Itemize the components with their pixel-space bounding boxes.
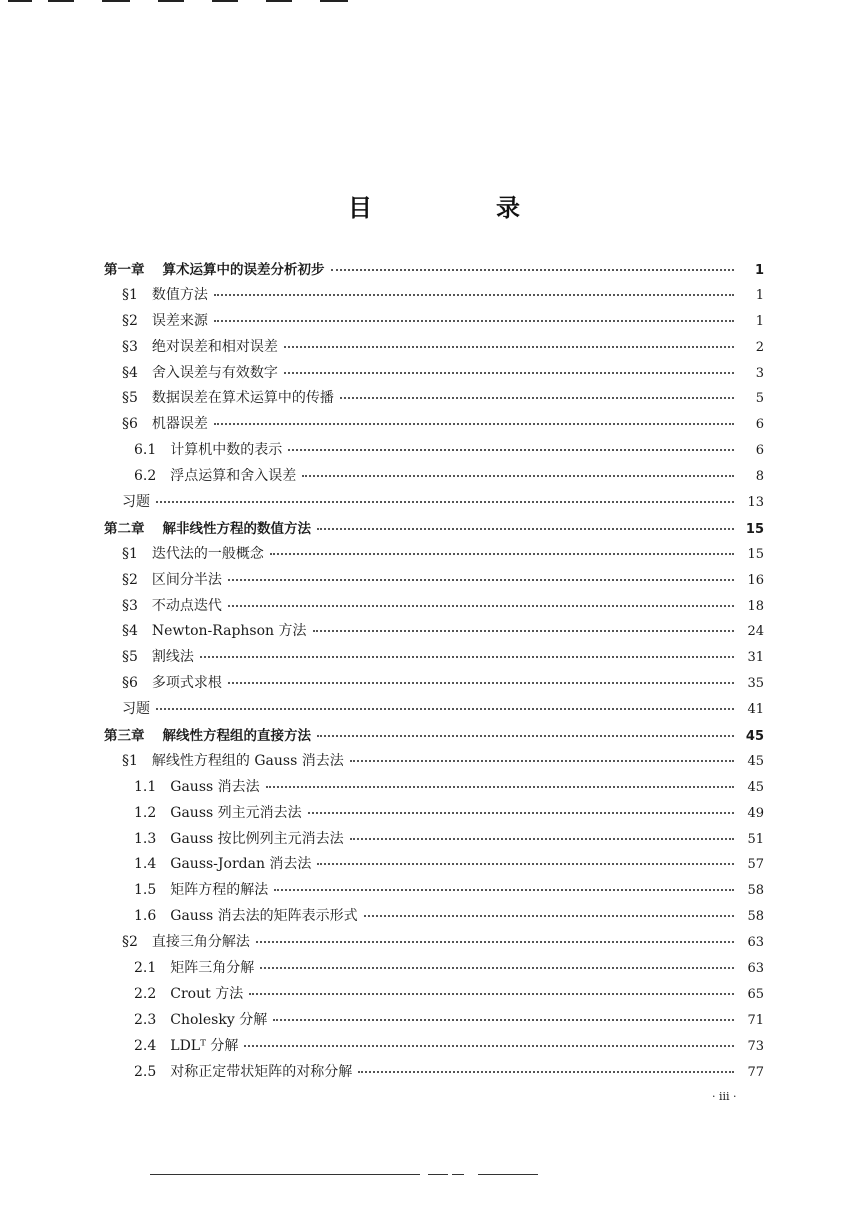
toc-entry-title: 对称正定带状矩阵的对称分解 xyxy=(170,1063,353,1080)
toc-entry-title: 矩阵方程的解法 xyxy=(170,882,269,899)
toc-entry-page: 45 xyxy=(747,779,764,795)
dot-leader xyxy=(266,786,734,788)
toc-entry-title: 数据误差在算术运算中的传播 xyxy=(151,390,334,407)
toc-entry-page: 13 xyxy=(747,495,764,511)
dot-leader xyxy=(331,269,735,271)
toc-entry-page: 15 xyxy=(747,546,764,562)
toc-entry-page: 73 xyxy=(747,1038,764,1054)
toc-entry-page: 35 xyxy=(747,676,764,692)
toc-entry-title: 绝对误差和相对误差 xyxy=(151,338,278,355)
toc-entry-page: 6 xyxy=(755,417,764,433)
toc-entry-sub[interactable] xyxy=(104,957,764,983)
toc-entry-title: 习题 xyxy=(122,494,150,511)
toc-entry-page: 1 xyxy=(754,263,764,278)
toc-entry-sub[interactable] xyxy=(104,439,764,465)
toc-entry-number: 2.1 xyxy=(134,960,157,977)
toc-entry-section[interactable] xyxy=(104,569,764,595)
toc-entry-title: 不动点迭代 xyxy=(151,597,222,614)
toc-entry-sub[interactable] xyxy=(104,1009,764,1035)
toc-entry-sub[interactable] xyxy=(104,879,764,905)
toc-entry-page: 58 xyxy=(747,883,764,899)
toc-entry-number: 第三章 xyxy=(104,728,145,745)
toc-entry-chapter[interactable] xyxy=(104,517,764,543)
toc-entry-number: §5 xyxy=(122,390,138,407)
toc-entry-sub[interactable] xyxy=(104,905,764,931)
top-scan-marks xyxy=(0,0,868,6)
toc-entry-title: 机器误差 xyxy=(151,416,208,433)
toc-entry-number: 2.2 xyxy=(134,985,157,1002)
toc-entry-number: 1.3 xyxy=(134,830,157,847)
dot-leader xyxy=(358,1071,734,1073)
dot-leader xyxy=(273,1019,734,1021)
dot-leader xyxy=(302,475,734,477)
dot-leader xyxy=(284,346,734,348)
toc-entry-number: 1.4 xyxy=(134,856,157,873)
toc-entry-exercise[interactable] xyxy=(104,698,764,724)
toc-entry-title: 解线性方程组的直接方法 xyxy=(162,728,311,745)
toc-entry-number: 第二章 xyxy=(104,520,145,537)
toc-entry-number: §2 xyxy=(122,312,138,329)
dot-leader xyxy=(228,605,734,607)
toc-entry-number: §1 xyxy=(122,286,138,303)
toc-entry-number: §2 xyxy=(122,934,138,951)
toc-entry-number: 1.5 xyxy=(134,882,157,899)
dot-leader xyxy=(308,812,734,814)
toc-entry-page: 24 xyxy=(747,624,764,640)
toc-entry-sub[interactable] xyxy=(104,828,764,854)
toc-entry-section[interactable] xyxy=(104,284,764,310)
dot-leader xyxy=(340,397,734,399)
toc-entry-page: 45 xyxy=(745,729,764,745)
dot-leader xyxy=(214,423,734,425)
toc-entry-page: 6 xyxy=(755,443,764,459)
toc-entry-number: 第一章 xyxy=(104,262,145,278)
toc-entry-number: 1.1 xyxy=(134,778,157,795)
toc-entry-section[interactable] xyxy=(104,336,764,362)
toc-entry-title: Crout 方法 xyxy=(170,985,244,1002)
toc-entry-sub[interactable] xyxy=(104,1035,764,1061)
toc-entry-number: §4 xyxy=(122,364,138,381)
toc-entry-section[interactable] xyxy=(104,310,764,336)
dot-leader xyxy=(200,656,734,658)
dot-leader xyxy=(350,760,734,762)
toc-entry-sub[interactable] xyxy=(104,983,764,1009)
toc-entry-page: 57 xyxy=(747,857,764,873)
dot-leader xyxy=(317,735,734,737)
dot-leader xyxy=(249,993,734,995)
toc-entry-title: 数值方法 xyxy=(151,286,208,303)
toc-entry-title: 解非线性方程的数值方法 xyxy=(162,520,311,537)
dot-leader xyxy=(317,863,734,865)
toc-entry-section[interactable] xyxy=(104,595,764,621)
toc-entry-page: 58 xyxy=(747,909,764,925)
dot-leader xyxy=(274,889,734,891)
toc-entry-title: 割线法 xyxy=(151,649,194,666)
toc-entry-sub[interactable] xyxy=(104,465,764,491)
dot-leader xyxy=(156,501,734,503)
toc-entry-title: Cholesky 分解 xyxy=(170,1011,268,1028)
toc-entry-title: 误差来源 xyxy=(151,312,208,329)
page-number-folio: · iii · xyxy=(712,1090,737,1103)
toc-entry-section[interactable] xyxy=(104,620,764,646)
toc-entry-title: 矩阵三角分解 xyxy=(170,960,255,977)
toc-entry-title: 计算机中数的表示 xyxy=(170,442,283,459)
toc-entry-number: §4 xyxy=(122,623,138,640)
dot-leader xyxy=(228,682,734,684)
toc-entry-page: 41 xyxy=(747,702,764,718)
toc-entry-number: 6.1 xyxy=(134,442,157,459)
toc-entry-page: 63 xyxy=(747,935,764,951)
toc-entry-title: Gauss-Jordan 消去法 xyxy=(170,856,312,873)
toc-entry-title: 区间分半法 xyxy=(151,571,222,588)
toc-entry-sub[interactable] xyxy=(104,802,764,828)
toc-entry-section[interactable] xyxy=(104,646,764,672)
toc-entry-number: §3 xyxy=(122,338,138,355)
toc-entry-title: 浮点运算和舍入误差 xyxy=(170,468,297,485)
dot-leader xyxy=(214,294,734,296)
toc-entry-chapter[interactable] xyxy=(104,724,764,750)
toc-entry-sub[interactable] xyxy=(104,853,764,879)
toc-entry-exercise[interactable] xyxy=(104,491,764,517)
toc-entry-page: 8 xyxy=(755,469,764,485)
toc-entry-page: 1 xyxy=(755,313,764,329)
toc-entry-title: LDLᵀ 分解 xyxy=(170,1037,239,1054)
dot-leader xyxy=(260,967,734,969)
toc-entry-chapter[interactable] xyxy=(104,258,764,284)
toc-entry-number: §6 xyxy=(122,416,138,433)
toc-entry-section[interactable] xyxy=(104,931,764,957)
toc-entry-number: §1 xyxy=(122,752,138,769)
toc-entry-number: 6.2 xyxy=(134,468,157,485)
toc-entry-page: 45 xyxy=(747,753,764,769)
page-title: 目 录 xyxy=(348,194,570,222)
toc-entry-number: §2 xyxy=(122,571,138,588)
toc-entry-number: §5 xyxy=(122,649,138,666)
toc-entry-page: 5 xyxy=(755,391,764,407)
toc-entry-number: 1.6 xyxy=(134,908,157,925)
dot-leader xyxy=(313,630,734,632)
toc-entry-number: §1 xyxy=(122,545,138,562)
toc-entry-number: 2.3 xyxy=(134,1011,157,1028)
bottom-scan-marks xyxy=(0,1174,868,1178)
dot-leader xyxy=(364,915,734,917)
toc-entry-section[interactable] xyxy=(104,672,764,698)
toc-entry-title: Gauss 消去法的矩阵表示形式 xyxy=(170,908,358,925)
toc-entry-title: 算术运算中的误差分析初步 xyxy=(162,262,325,278)
toc-entry-title: 迭代法的一般概念 xyxy=(151,545,264,562)
dot-leader xyxy=(156,708,734,710)
dot-leader xyxy=(317,528,734,530)
toc-entry-title: Gauss 按比例列主元消去法 xyxy=(170,830,344,847)
toc-entry-number: §6 xyxy=(122,675,138,692)
toc-entry-page: 2 xyxy=(755,339,764,355)
toc-entry-page: 3 xyxy=(755,365,764,381)
toc-entry-section[interactable] xyxy=(104,362,764,388)
toc-entry-title: 直接三角分解法 xyxy=(151,934,250,951)
toc-entry-section[interactable] xyxy=(104,387,764,413)
dot-leader xyxy=(284,372,734,374)
dot-leader xyxy=(214,320,734,322)
toc-entry-title: 解线性方程组的 Gauss 消去法 xyxy=(151,752,344,769)
toc-entry-number: 2.5 xyxy=(134,1063,157,1080)
toc-entry-section[interactable] xyxy=(104,543,764,569)
toc-entry-sub[interactable] xyxy=(104,1061,764,1087)
toc-entry-page: 15 xyxy=(745,521,764,537)
toc-entry-title: 舍入误差与有效数字 xyxy=(151,364,278,381)
toc-entry-page: 31 xyxy=(747,650,764,666)
toc-entry-page: 18 xyxy=(747,598,764,614)
toc-entry-page: 16 xyxy=(747,572,764,588)
toc-entry-section[interactable] xyxy=(104,750,764,776)
toc-entry-number: §3 xyxy=(122,597,138,614)
dot-leader xyxy=(350,838,734,840)
toc-entry-section[interactable] xyxy=(104,413,764,439)
toc-entry-page: 77 xyxy=(747,1064,764,1080)
dot-leader xyxy=(270,553,734,555)
dot-leader xyxy=(288,449,734,451)
toc-entry-title: Gauss 列主元消去法 xyxy=(170,804,302,821)
toc-entry-number: 2.4 xyxy=(134,1037,157,1054)
toc-entry-page: 1 xyxy=(755,287,764,303)
dot-leader xyxy=(244,1045,734,1047)
toc-entry-number: 1.2 xyxy=(134,804,157,821)
toc-entry-page: 51 xyxy=(747,831,764,847)
toc-entry-page: 63 xyxy=(747,961,764,977)
toc-entry-page: 71 xyxy=(747,1012,764,1028)
table-of-contents xyxy=(104,258,764,1087)
dot-leader xyxy=(228,579,734,581)
toc-entry-title: 习题 xyxy=(122,701,150,718)
toc-entry-title: 多项式求根 xyxy=(151,675,222,692)
dot-leader xyxy=(256,941,734,943)
toc-entry-title: Gauss 消去法 xyxy=(170,778,260,795)
toc-entry-sub[interactable] xyxy=(104,776,764,802)
toc-entry-page: 65 xyxy=(747,986,764,1002)
toc-entry-title: Newton-Raphson 方法 xyxy=(151,623,307,640)
toc-entry-page: 49 xyxy=(747,805,764,821)
